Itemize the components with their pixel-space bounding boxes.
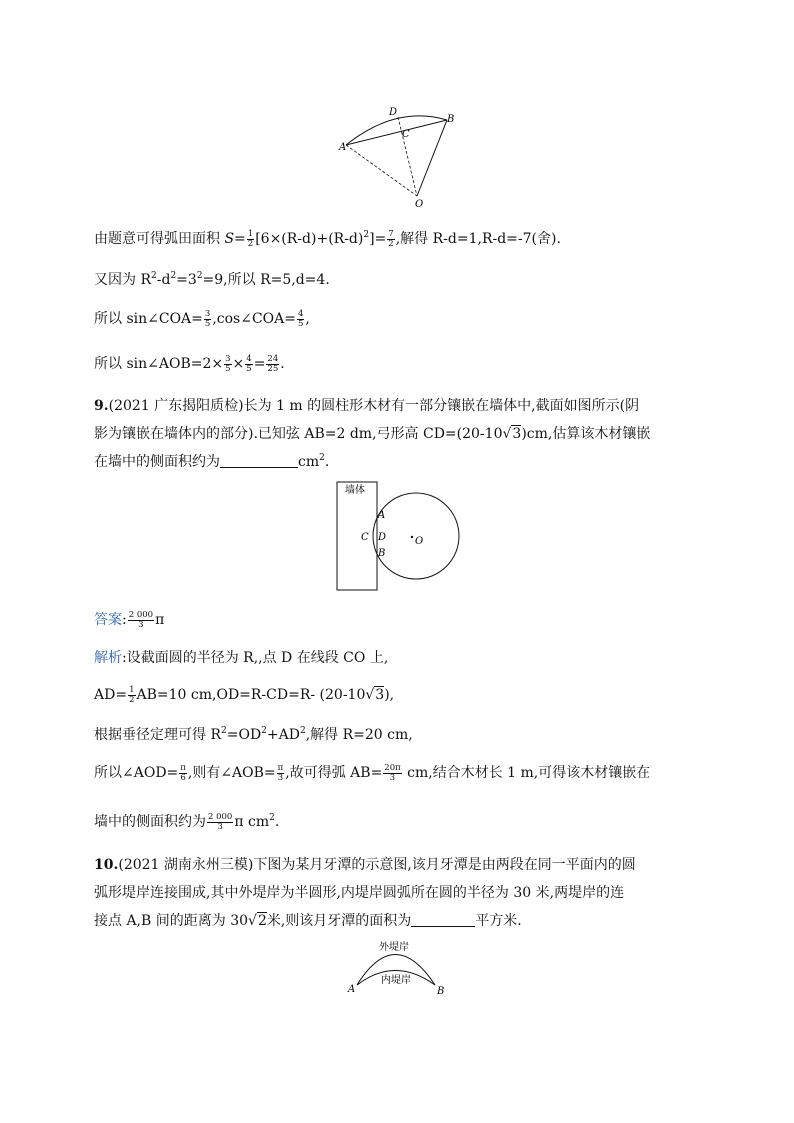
numerator: 1 bbox=[247, 228, 254, 239]
fraction-three-fifths bbox=[204, 310, 211, 329]
problem10-line2 bbox=[94, 883, 624, 903]
label-a: A bbox=[348, 984, 356, 995]
denominator: 25 bbox=[267, 363, 279, 374]
text: 接点 A,B 间的距离为 30 bbox=[94, 913, 249, 929]
label-a: A bbox=[378, 510, 386, 521]
text: ]= bbox=[369, 231, 387, 247]
label-c: C bbox=[402, 129, 410, 140]
superscript: 2 bbox=[269, 813, 275, 823]
fraction-half bbox=[128, 686, 135, 705]
numerator: 3 bbox=[204, 308, 211, 319]
text: × bbox=[232, 356, 245, 372]
numerator: 4 bbox=[246, 353, 252, 364]
answer-blank[interactable] bbox=[220, 453, 298, 468]
denominator: 3 bbox=[277, 772, 284, 783]
label-o: O bbox=[415, 536, 424, 547]
arc-ab bbox=[346, 116, 447, 145]
text: :设截面圆的半径为 R,,点 D 在线段 CO 上, bbox=[122, 650, 389, 666]
text: 又因为 R bbox=[94, 272, 151, 288]
solution8-line1 bbox=[94, 229, 561, 249]
numerator: 3 bbox=[225, 353, 231, 364]
text: 所以∠AOD= bbox=[94, 765, 179, 781]
numerator: π bbox=[180, 762, 186, 773]
label-d: D bbox=[378, 532, 387, 543]
text: . bbox=[280, 356, 285, 372]
text: 所以 sin∠COA= bbox=[94, 311, 203, 327]
text: AB=10 cm,OD=R-CD=R- (20-10 bbox=[136, 687, 366, 703]
text: 弧形堤岸连接围成,其中外堤岸为半圆形,内堤岸圆弧所在圆的半径为 30 米,两堤岸的连 bbox=[94, 885, 625, 901]
numerator: 24 bbox=[267, 353, 279, 364]
center-dot bbox=[411, 536, 413, 538]
text: 平方米. bbox=[475, 913, 522, 929]
text: 由题意可得弧田面积 bbox=[94, 231, 225, 247]
text: 影为镶嵌在墙体内的部分).已知弦 AB=2 dm,弓形高 CD=(20-10 bbox=[94, 426, 503, 442]
problem10-line3 bbox=[94, 911, 522, 931]
fraction-2000-3 bbox=[207, 813, 233, 832]
numerator: 2 000 bbox=[208, 811, 233, 822]
text: =OD bbox=[226, 727, 262, 743]
analysis-label: 解析 bbox=[94, 650, 122, 666]
fraction-pi-3 bbox=[277, 764, 285, 783]
text: = bbox=[253, 356, 266, 372]
numerator: 1 bbox=[129, 684, 135, 695]
denominator: 6 bbox=[180, 772, 186, 783]
fraction-20pi-3 bbox=[383, 764, 401, 783]
denominator: 5 bbox=[204, 318, 211, 329]
fraction-four-fifths bbox=[245, 355, 252, 374]
text: . bbox=[274, 814, 280, 830]
inner-bank-label: 内堤岸 bbox=[381, 975, 411, 986]
fraction-2000-3 bbox=[128, 611, 154, 630]
sqrt-sign: √ bbox=[365, 687, 375, 703]
analysis9-line4 bbox=[94, 763, 650, 783]
text: ,故可得弧 AB= bbox=[285, 765, 383, 781]
text: (2021 湖南永州三模)下图为某月牙潭的示意图,该月牙潭是由两段在同一平面内的圆 bbox=[118, 857, 636, 873]
label-c: C bbox=[361, 532, 369, 543]
wall-label: 墙体 bbox=[345, 485, 365, 496]
fraction-pi-6 bbox=[179, 764, 187, 783]
text: S bbox=[224, 231, 235, 247]
solution8-line3 bbox=[94, 309, 310, 329]
fraction-half bbox=[247, 230, 254, 249]
text: . bbox=[324, 454, 330, 470]
numerator: 20π bbox=[384, 762, 401, 773]
denominator: 5 bbox=[246, 363, 252, 374]
text: π cm bbox=[234, 814, 270, 830]
problem10-line1 bbox=[94, 855, 636, 875]
fraction-seven-halves bbox=[387, 230, 394, 249]
fraction-three-fifths bbox=[224, 355, 231, 374]
superscript: 2 bbox=[299, 726, 306, 736]
superscript: 2 bbox=[196, 271, 203, 281]
outer-bank-label: 外堤岸 bbox=[379, 942, 409, 953]
sqrt-sign: √ bbox=[248, 913, 257, 929]
text: 根据垂径定理可得 R bbox=[94, 727, 221, 743]
text: AD= bbox=[94, 687, 128, 703]
text: ,解得 R-d=1,R-d=-7(舍). bbox=[395, 231, 561, 247]
chord-ab bbox=[346, 120, 447, 145]
text: ,cos∠COA= bbox=[212, 311, 296, 327]
analysis9-line1 bbox=[94, 648, 388, 668]
problem9-line3 bbox=[94, 452, 329, 472]
denominator: 2 bbox=[388, 238, 394, 249]
text: π bbox=[155, 612, 165, 628]
fraction-24-25 bbox=[266, 355, 279, 374]
text: cm,结合木材长 1 m,可得该木材镶嵌在 bbox=[402, 765, 651, 781]
fraction-four-fifths bbox=[297, 310, 304, 329]
denominator: 2 bbox=[247, 238, 254, 249]
text: -d bbox=[156, 272, 171, 288]
solution8-line4 bbox=[94, 354, 285, 374]
denominator: 2 bbox=[129, 694, 135, 705]
figure-crescent-pond bbox=[345, 938, 455, 998]
text: +AD bbox=[266, 727, 300, 743]
text: cm bbox=[298, 454, 320, 470]
superscript: 2 bbox=[319, 453, 325, 463]
text: =9,所以 R=5,d=4. bbox=[202, 272, 330, 288]
superscript: 2 bbox=[261, 726, 267, 736]
sqrt-sign: √ bbox=[502, 426, 512, 442]
solution8-line2 bbox=[94, 270, 330, 290]
label-b: B bbox=[437, 986, 445, 997]
superscript: 2 bbox=[151, 271, 157, 281]
sqrt-radicand: 3 bbox=[512, 426, 522, 442]
denominator: 3 bbox=[389, 772, 396, 783]
radius-ob bbox=[417, 120, 447, 196]
problem9-line2 bbox=[94, 424, 650, 444]
problem-number: 9. bbox=[94, 398, 109, 414]
text: , bbox=[305, 311, 310, 327]
problem-number: 10. bbox=[94, 857, 119, 873]
label-a: A bbox=[339, 142, 347, 153]
text: ,解得 R=20 cm, bbox=[305, 727, 413, 743]
text: ,则有∠AOB= bbox=[187, 765, 276, 781]
analysis9-line2 bbox=[94, 685, 394, 705]
text: = bbox=[234, 231, 246, 247]
superscript: 2 bbox=[221, 726, 227, 736]
denominator: 5 bbox=[225, 363, 231, 374]
text: )cm,估算该木材镶嵌 bbox=[521, 426, 651, 442]
superscript: 2 bbox=[170, 271, 177, 281]
answer-label: 答案 bbox=[94, 612, 122, 628]
label-d: D bbox=[389, 107, 398, 118]
numerator: π bbox=[277, 762, 284, 773]
text: ), bbox=[384, 687, 395, 703]
denominator: 3 bbox=[217, 821, 223, 832]
denominator: 3 bbox=[138, 619, 144, 630]
denominator: 5 bbox=[297, 318, 304, 329]
label-b: B bbox=[447, 114, 455, 125]
text: : bbox=[122, 612, 127, 628]
wall-rect bbox=[337, 482, 377, 590]
figure-arc-field bbox=[330, 100, 470, 212]
label-o: O bbox=[415, 199, 424, 210]
analysis9-line5 bbox=[94, 812, 279, 832]
text: [6×(R-d)+(R-d) bbox=[255, 231, 364, 247]
problem9-line1 bbox=[94, 396, 639, 416]
label-b: B bbox=[378, 548, 386, 559]
numerator: 7 bbox=[388, 228, 394, 239]
answer-blank[interactable] bbox=[411, 912, 475, 927]
text: =3 bbox=[176, 272, 197, 288]
superscript: 2 bbox=[363, 230, 370, 240]
answer9-line bbox=[94, 610, 164, 630]
analysis9-line3 bbox=[94, 725, 413, 745]
text: 所以 sin∠AOB=2× bbox=[94, 356, 224, 372]
sqrt-radicand: 2 bbox=[257, 913, 267, 929]
text: (2021 广东揭阳质检)长为 1 m 的圆柱形木材有一部分镶嵌在墙体中,截面如图所示(阴 bbox=[108, 398, 640, 414]
numerator: 4 bbox=[297, 308, 304, 319]
numerator: 2 000 bbox=[128, 609, 154, 620]
text: 在墙中的侧面积约为 bbox=[94, 454, 220, 470]
text: 米,则该月牙潭的面积为 bbox=[266, 913, 412, 929]
text: 墙中的侧面积约为 bbox=[94, 814, 206, 830]
figure-wall-circle bbox=[330, 478, 465, 596]
sqrt-radicand: 3 bbox=[375, 687, 385, 703]
